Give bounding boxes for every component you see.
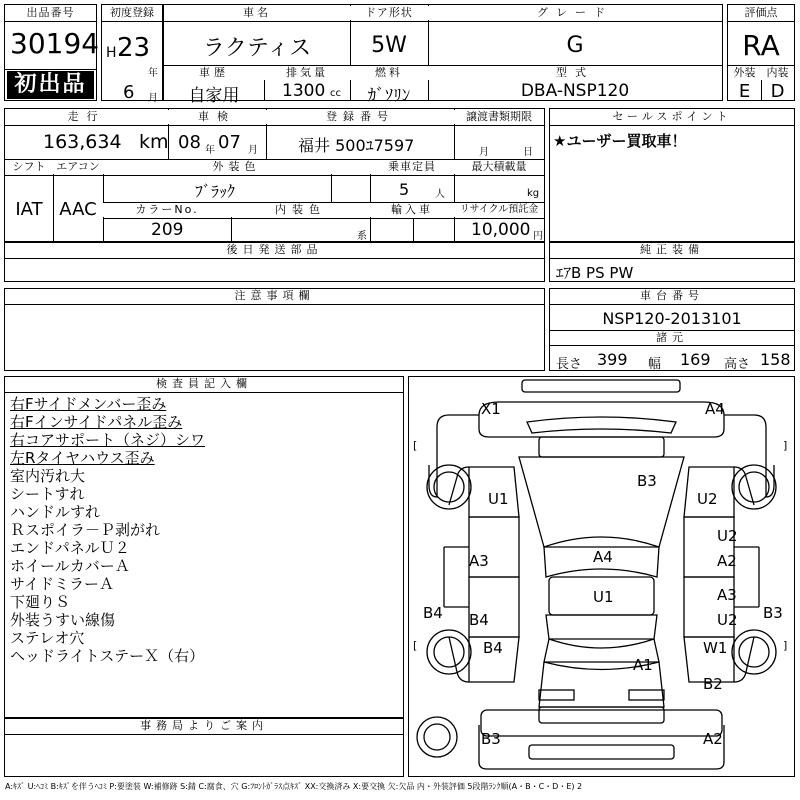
office-box: 事務局よりご案内 bbox=[4, 718, 404, 777]
car-info-box: 車名 ラクティス ドア形状 5W グレード G 車歴 自家用 排気量 1300 cc 燃料 ｶﾞｿﾘﾝ 型式 DBA-NSP120 bbox=[163, 4, 723, 101]
interior-grade: D bbox=[770, 81, 785, 102]
first-listing-badge: 初出品 bbox=[7, 71, 94, 99]
inspector-item: 下廻りＳ bbox=[10, 593, 71, 611]
lot-label: 出品番号 bbox=[5, 6, 96, 20]
fuel: ｶﾞｿﾘﾝ bbox=[367, 86, 411, 106]
chassis-box: 車台番号 NSP120-2013101 諸元 長さ 399 幅 169 高さ 158 bbox=[549, 288, 795, 371]
lot-number: 30194 bbox=[10, 27, 100, 60]
reg-month: 6 bbox=[123, 82, 135, 103]
displacement: 1300 bbox=[282, 81, 326, 101]
shift: IAT bbox=[15, 199, 43, 220]
svg-text:[: [ bbox=[413, 439, 418, 452]
inspector-item: サイドミラーＡ bbox=[10, 575, 114, 593]
inspector-item: ステレオ穴 bbox=[10, 629, 85, 647]
svg-text:]: ] bbox=[783, 439, 788, 452]
mark-u2-right3: U2 bbox=[717, 611, 738, 629]
lot-box bbox=[4, 4, 100, 101]
mark-b3-mid: B3 bbox=[637, 472, 657, 490]
inspector-box: 検査員記入欄 右Fサイドメンバー歪み 右Fインサイドパネル歪み 右コアサポート（ネジ）シワ 左Rタイヤハウス歪み 室内汚れ大 シートすれ ハンドルすれ Ｒスポイラ－Ｐ剥がれ エンドパネルＵ２ ホイールカバーＡ サイドミラーＡ 下廻りＳ 外装うすい線傷 ステレオ穴 ヘッドライトステーＸ（右） bbox=[4, 376, 404, 718]
inspector-item: 右Fインサイドパネル歪み bbox=[10, 413, 183, 431]
mileage: 163,634 bbox=[43, 131, 122, 153]
inspector-item: ホイールカバーＡ bbox=[10, 557, 130, 575]
equipment: ｴｱB PS PW bbox=[556, 264, 634, 282]
inspector-item: 左Rタイヤハウス歪み bbox=[10, 449, 155, 467]
mark-u2-right: U2 bbox=[697, 490, 718, 508]
mark-b3-bottom: B3 bbox=[481, 730, 501, 748]
first-reg-box: 初度登録 H 23 年 6 月 bbox=[101, 4, 163, 101]
width: 169 bbox=[680, 350, 711, 369]
mark-x1: X1 bbox=[481, 400, 501, 418]
length: 399 bbox=[597, 350, 628, 369]
model-code: DBA-NSP120 bbox=[520, 81, 630, 101]
mark-u2-right2: U2 bbox=[717, 527, 738, 545]
score-box: 評価点 RA 外装 内装 E D bbox=[727, 4, 795, 101]
inspector-item: 右Fサイドメンバー歪み bbox=[10, 395, 167, 413]
exterior-grade: E bbox=[738, 81, 751, 102]
sales-point: ★ユーザー買取車！ bbox=[553, 132, 687, 150]
exterior-color: ﾌﾞﾗｯｸ bbox=[195, 182, 236, 201]
mark-b4-inner: B4 bbox=[469, 611, 489, 629]
era: H bbox=[106, 45, 117, 61]
mark-b3-outer: B3 bbox=[763, 604, 783, 622]
plate-number: 福井 500ﾕ7597 bbox=[298, 136, 415, 155]
inspector-item: 室内汚れ大 bbox=[10, 467, 86, 485]
sales-point-box: セールスポイント ★ユーザー買取車！ bbox=[549, 108, 795, 242]
equipment-box: 純正装備 ｴｱB PS PW bbox=[549, 242, 795, 282]
capacity: 5 bbox=[399, 180, 410, 199]
notes-box: 注意事項欄 bbox=[4, 288, 545, 371]
mark-b2: B2 bbox=[703, 675, 723, 693]
score: RA bbox=[742, 29, 780, 62]
mark-a1: A1 bbox=[633, 656, 653, 674]
height: 158 bbox=[760, 350, 791, 369]
mark-a2-bottom: A2 bbox=[703, 730, 723, 748]
recycle-fee: 10,000 bbox=[471, 220, 531, 240]
mark-u1-center: U1 bbox=[593, 588, 614, 606]
car-outline bbox=[409, 377, 794, 776]
inspector-item: エンドパネルＵ２ bbox=[10, 539, 130, 557]
inspector-list bbox=[10, 395, 205, 665]
inspector-item: 右コアサポート（ネジ）シワ bbox=[10, 431, 206, 449]
inspector-item: ハンドルすれ bbox=[10, 503, 101, 521]
mark-a4-center: A4 bbox=[593, 548, 613, 566]
inspector-item: ヘッドライトステーＸ（右） bbox=[10, 647, 205, 665]
svg-text:[: [ bbox=[413, 639, 418, 652]
car-name: ラクティス bbox=[202, 36, 312, 61]
damage-diagram bbox=[408, 376, 795, 777]
later-parts-box: 後日発送部品 bbox=[4, 242, 545, 282]
legend: A:ｷｽﾞ U:ﾍｺﾐ B:ｷｽﾞを伴うﾍｺﾐ P:要塗装 W:補修跡 S:錆 C:腐食、穴 G:ﾌﾛﾝﾄｶﾞﾗｽ点ｷｽﾞ XX:交換済み X:要交換 欠:欠品 内・外装評価 5段階ﾗﾝｸ順(A・B・C・D・E) 2 bbox=[5, 782, 583, 791]
color-number: 209 bbox=[151, 220, 184, 240]
svg-text:]: ] bbox=[783, 639, 788, 652]
inspector-item: Ｒスポイラ－Ｐ剥がれ bbox=[10, 521, 161, 539]
inspector-item: シートすれ bbox=[10, 485, 85, 503]
grade: G bbox=[566, 33, 584, 58]
mark-a3-left: A3 bbox=[469, 552, 489, 570]
mark-a4-top: A4 bbox=[705, 400, 725, 418]
inspector-item: 外装うすい線傷 bbox=[10, 611, 116, 629]
air-conditioner: AAC bbox=[59, 199, 97, 220]
reg-year: 23 bbox=[117, 33, 151, 63]
door-type: 5W bbox=[371, 33, 407, 58]
mark-u1-left: U1 bbox=[488, 490, 509, 508]
mark-a3-right: A3 bbox=[717, 586, 737, 604]
chassis-number: NSP120-2013101 bbox=[602, 309, 742, 328]
history: 自家用 bbox=[188, 86, 240, 106]
inspection-year: 08 bbox=[178, 132, 201, 153]
mark-a2-right: A2 bbox=[717, 552, 737, 570]
vehicle-details-box: 走行 163,634 km 車検 08 年 07 月 登録番号 福井 500ﾕ7597 譲渡書類期限 月 日 シフト エアコン IAT AAC 外装色 ﾌﾞﾗｯｸ 乗車定員 5 人 最大積載量 kg カラーNo. 209 内装色 系 輸入車 リサイクル預託金 10,000 円 bbox=[4, 108, 545, 242]
inspection-month: 07 bbox=[218, 132, 241, 153]
mark-w1: W1 bbox=[703, 639, 728, 657]
first-reg-label: 初度登録 bbox=[102, 6, 162, 20]
mark-b4-low: B4 bbox=[483, 639, 503, 657]
mark-b4-outer: B4 bbox=[423, 604, 443, 622]
